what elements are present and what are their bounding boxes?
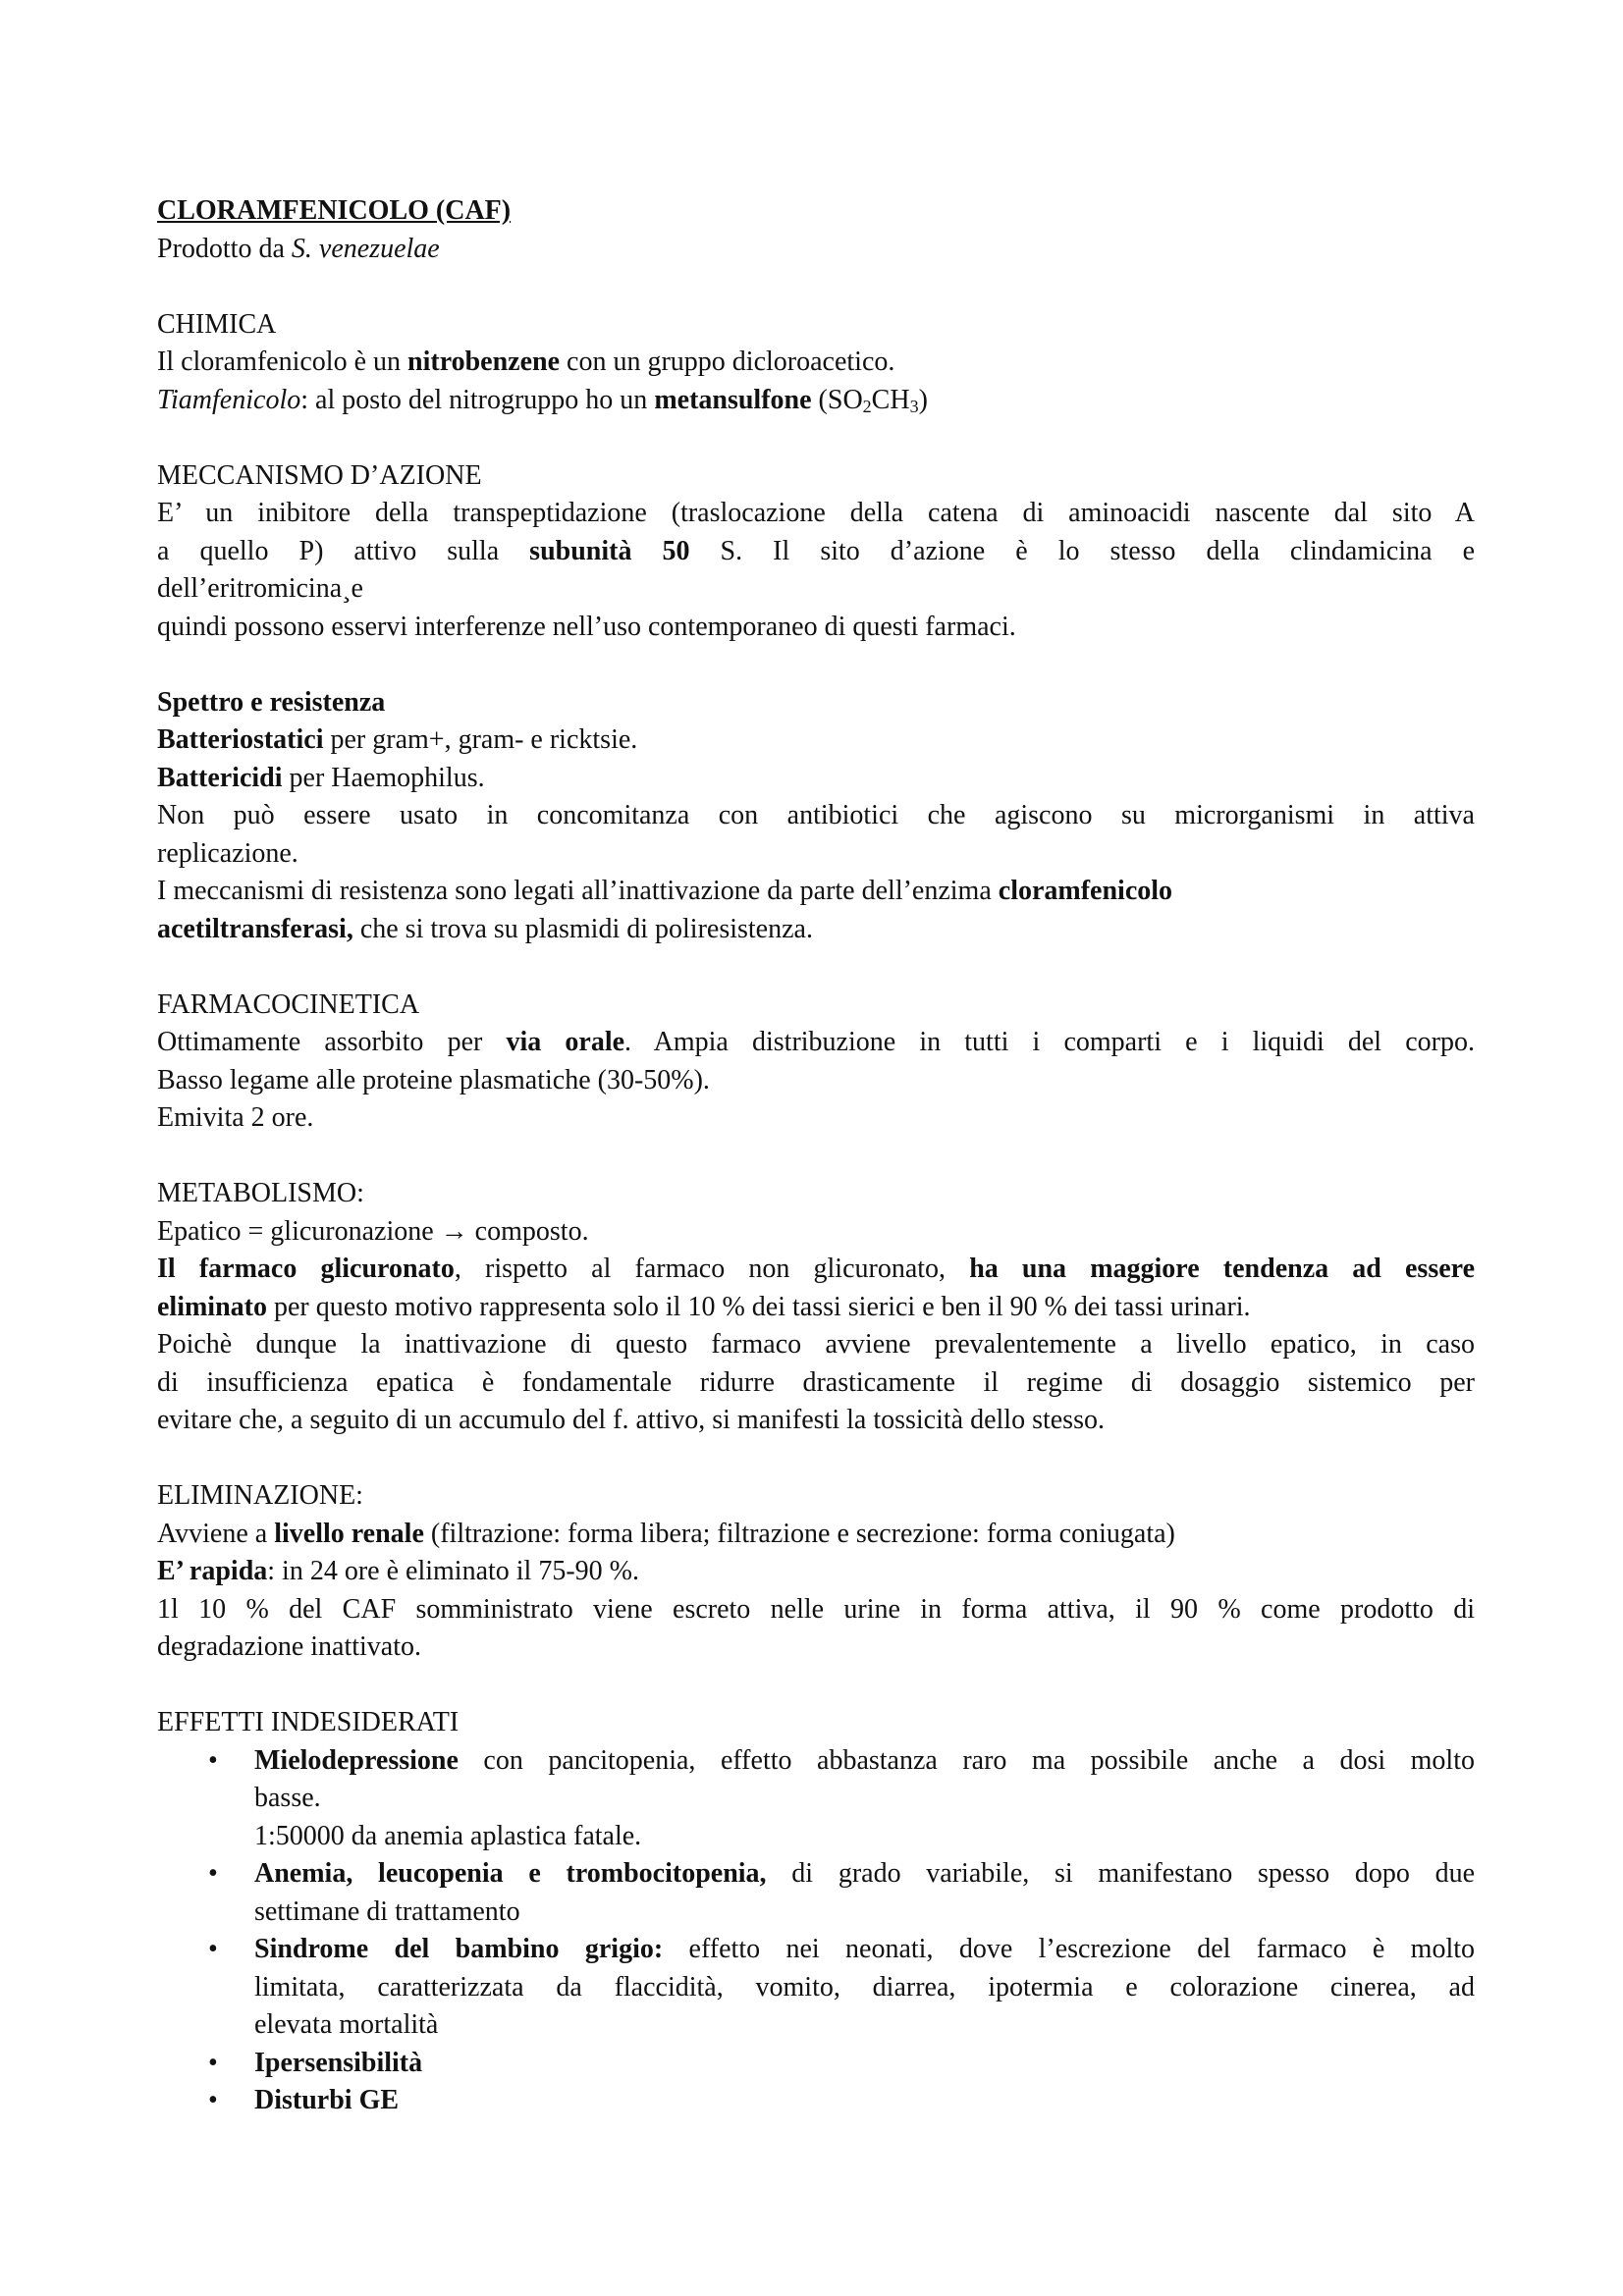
bullet-icon: • bbox=[208, 1858, 218, 1889]
list-item: • Ipersensibilità bbox=[157, 2045, 1475, 2083]
metabolismo-line-2: Il farmaco glicuronato, rispetto al farmaco non glicuronato, ha una maggiore tendenza ad essere bbox=[157, 1254, 1475, 1284]
list-item: • Disturbi GE bbox=[157, 2082, 1475, 2120]
farmacocinetica-line-2: Basso legame alle proteine plasmatiche (30-50%). bbox=[157, 1064, 710, 1095]
spettro-line-5: I meccanismi di resistenza sono legati all’inattivazione da parte dell’enzima cloramfenicolo bbox=[157, 876, 1173, 906]
spettro-line-4: replicazione. bbox=[157, 837, 298, 869]
effetti-list bbox=[157, 1742, 1475, 2120]
intro-line bbox=[157, 231, 1475, 269]
meccanismo-line-3: dell’eritromicina¸e bbox=[157, 573, 363, 604]
list-item: • Mielodepressione con pancitopenia, effetto abbastanza raro ma possibile anche a dosi molto basse. 1:50000 da anemia aplastica fatale. bbox=[157, 1742, 1475, 1856]
meccanismo-line-1: E’ un inibitore della transpeptidazione (traslocazione della catena di aminoacidi nascente dal sito A bbox=[157, 498, 1475, 528]
intro-prefix: Prodotto da bbox=[157, 233, 292, 264]
metabolismo-line-4: Poichè dunque la inattivazione di questo farmaco avviene prevalentemente a livello epatico, in caso bbox=[157, 1329, 1475, 1360]
spettro-line-3: Non può essere usato in concomitanza con antibiotici che agiscono su microrganismi in attiva bbox=[157, 800, 1475, 830]
section-heading-meccanismo: MECCANISMO D’AZIONE bbox=[157, 459, 482, 491]
section-heading-spettro: Spettro e resistenza bbox=[157, 686, 386, 718]
bullet-icon: • bbox=[208, 1744, 218, 1776]
document-title: CLORAMFENICOLO (CAF) bbox=[157, 195, 512, 226]
spettro-line-2: Battericidi per Haemophilus. bbox=[157, 762, 485, 793]
bullet-icon: • bbox=[208, 2085, 218, 2115]
section-heading-farmacocinetica: FARMACOCINETICA bbox=[157, 988, 420, 1020]
chimica-line-1: Il cloramfenicolo è un nitrobenzene con un gruppo dicloroacetico. bbox=[157, 347, 895, 377]
list-item: • Sindrome del bambino grigio: effetto nei neonati, dove l’escrezione del farmaco è molto limitata, caratterizzata da flaccidità, vomito, diarrea, ipotermia e colorazione cinerea, ad elevata mortalità bbox=[157, 1931, 1475, 2045]
bullet-icon: • bbox=[208, 1934, 218, 1964]
eliminazione-line-3: 1l 10 % del CAF somministrato viene escreto nelle urine in forma attiva, il 90 % come prodotto di bbox=[157, 1593, 1475, 1625]
farmacocinetica-line-1: Ottimamente assorbito per via orale. Ampia distribuzione in tutti i comparti e i liquidi del corpo. bbox=[157, 1027, 1475, 1057]
metabolismo-line-6: evitare che, a seguito di un accumulo del f. attivo, si manifesti la tossicità dello stesso. bbox=[157, 1405, 1105, 1435]
metabolismo-line-1: Epatico = glicuronazione → composto. bbox=[157, 1215, 589, 1247]
spettro-line-6: acetiltransferasi, che si trova su plasmidi di poliresistenza. bbox=[157, 913, 813, 944]
eliminazione-line-2: E’ rapida: in 24 ore è eliminato il 75-90 %. bbox=[157, 1556, 639, 1586]
eliminazione-line-4: degradazione inattivato. bbox=[157, 1631, 421, 1662]
section-heading-effetti: EFFETTI INDESIDERATI bbox=[157, 1707, 460, 1737]
chimica-line-2: Tiamfenicolo: al posto del nitrogruppo ho un metansulfone $(SO_2CH_3)$ bbox=[157, 384, 928, 416]
eliminazione-line-1: Avviene a livello renale (filtrazione: forma libera; filtrazione e secrezione: forma coniugata) bbox=[157, 1518, 1175, 1549]
bullet-icon: • bbox=[208, 2047, 218, 2078]
organism-name: S. venezuelae bbox=[291, 233, 440, 264]
metabolismo-line-5: di insufficienza epatica è fondamentale ridurre drasticamente il regime di dosaggio sistemico per bbox=[157, 1366, 1475, 1398]
spettro-line-1: Batteriostatici per gram+, gram- e ricktsie. bbox=[157, 724, 638, 755]
farmacocinetica-line-3: Emivita 2 ore. bbox=[157, 1102, 314, 1133]
meccanismo-line-4: quindi possono esservi interferenze nell’uso contemporaneo di questi farmaci. bbox=[157, 611, 1016, 642]
meccanismo-line-2: a quello P) attivo sulla subunità 50 S. Il sito d’azione è lo stesso della clindamicina e bbox=[157, 535, 1475, 566]
list-item: • Anemia, leucopenia e trombocitopenia, di grado variabile, si manifestano spesso dopo due settimane di trattamento bbox=[157, 1855, 1475, 1931]
section-heading-eliminazione: ELIMINAZIONE: bbox=[157, 1480, 363, 1511]
section-heading-chimica: CHIMICA bbox=[157, 308, 277, 340]
document-body bbox=[157, 192, 1475, 2120]
section-heading-metabolismo: METABOLISMO: bbox=[157, 1178, 364, 1208]
metabolismo-line-3: eliminato per questo motivo rappresenta solo il 10 % dei tassi sierici e ben il 90 % dei tassi urinari. bbox=[157, 1291, 1251, 1322]
